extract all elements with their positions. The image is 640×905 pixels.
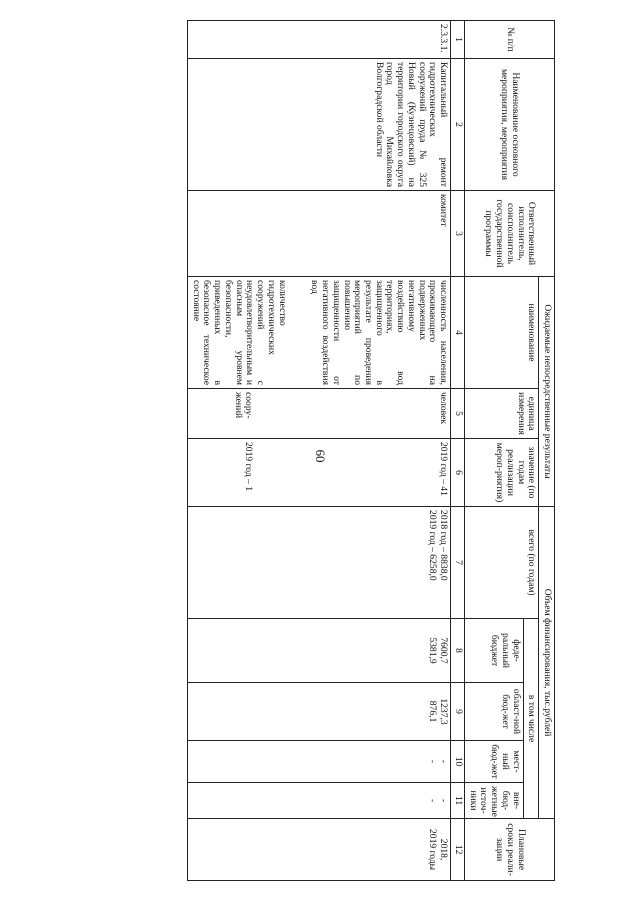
result-2-value: 2019 год – 1 [243, 442, 255, 492]
rotated-page-content [85, 20, 555, 880]
federal-2019: 5381,9 [427, 637, 439, 664]
header-result-value: значение (по годам реализации мероп-риятия) [464, 439, 538, 507]
total-2018: 2018 год – 8838,0 [438, 510, 450, 581]
results-names [187, 277, 450, 389]
header-result-name: наименование [464, 277, 538, 389]
finance-regional [187, 683, 450, 741]
results-values [187, 439, 450, 507]
finance-local [187, 741, 450, 783]
header-row-1 [539, 21, 555, 881]
col-number: 8 [451, 619, 465, 683]
result-1-name: численность населения, проживающего на подверженных негативному воздействию вод территориях, защищенного в результате проведения мероприятий по повышению защищенности от негативного воздействия вод [309, 280, 450, 385]
header-executor: Ответственный исполнитель, соисполнитель государственной программы [464, 191, 554, 277]
col-number: 5 [451, 389, 465, 439]
col-number: 11 [451, 783, 465, 819]
row-number: 2.3.3.1. [187, 21, 450, 59]
header-name: Наименование основного мероприятия, мероприятия [464, 59, 554, 191]
result-2-unit: соору-жений [232, 392, 255, 419]
result-1-value: 2019 год – 41 [438, 442, 450, 496]
finance-total [187, 507, 450, 619]
local-2018: - [438, 759, 450, 764]
col-number: 7 [451, 507, 465, 619]
local-2019: - [427, 759, 439, 764]
header-terms: Плановые сроки реали-зации [464, 819, 554, 881]
results-units [187, 389, 450, 439]
federal-2018: 7600,7 [438, 637, 450, 664]
header-finance-including: в том числе [523, 619, 539, 819]
executor: комитет [187, 191, 450, 277]
header-finance-total: всего (по годам) [464, 507, 538, 619]
header-results-group: Ожидаемые непосредственные результаты [539, 277, 555, 507]
header-finance-group: Объем финансирования, тыс.рублей [539, 507, 555, 819]
measure-name: Капитальный ремонт гидротехнических сооружений пруда № 325 Новый (Кузнецовский) на территории городского округа город Михайловка Волгоградской области [187, 59, 450, 191]
col-number: 6 [451, 439, 465, 507]
result-1-unit: человек [438, 392, 450, 425]
header-extrabudget: вне-бюд-жетные источ-ники [464, 783, 523, 819]
column-numbers-row [451, 21, 465, 881]
col-number: 2 [451, 59, 465, 191]
planned-terms [187, 819, 450, 881]
finance-extrabudget [187, 783, 450, 819]
terms-line-1: 2018, [438, 838, 450, 861]
result-2-name: количество гидротехнических сооружений с неудовлетворительным и опасным уровнем безопасности, приведенных в безопасное техническое состояние [190, 280, 288, 385]
regional-2018: 1237,3 [438, 698, 450, 725]
col-number: 10 [451, 741, 465, 783]
header-federal: феде-ральный бюджет [464, 619, 523, 683]
col-number: 12 [451, 819, 465, 881]
col-number: 3 [451, 191, 465, 277]
col-number: 4 [451, 277, 465, 389]
program-measures-table [187, 20, 555, 881]
extra-2019: - [427, 798, 439, 803]
header-local: мест-ный бюд-жет [464, 741, 523, 783]
finance-federal [187, 619, 450, 683]
header-result-unit: единица измерения [464, 389, 538, 439]
regional-2019: 876,1 [427, 700, 439, 723]
total-2019: 2019 год – 6258,0 [427, 510, 439, 581]
terms-line-2: 2019 годы [427, 829, 439, 871]
col-number: 1 [451, 21, 465, 59]
header-regional: област-ной бюд-жет [464, 683, 523, 741]
col-number: 9 [451, 683, 465, 741]
page-number: 60 [313, 449, 328, 463]
extra-2018: - [438, 798, 450, 803]
table-row [187, 21, 450, 881]
header-num: № п/п [464, 21, 554, 59]
